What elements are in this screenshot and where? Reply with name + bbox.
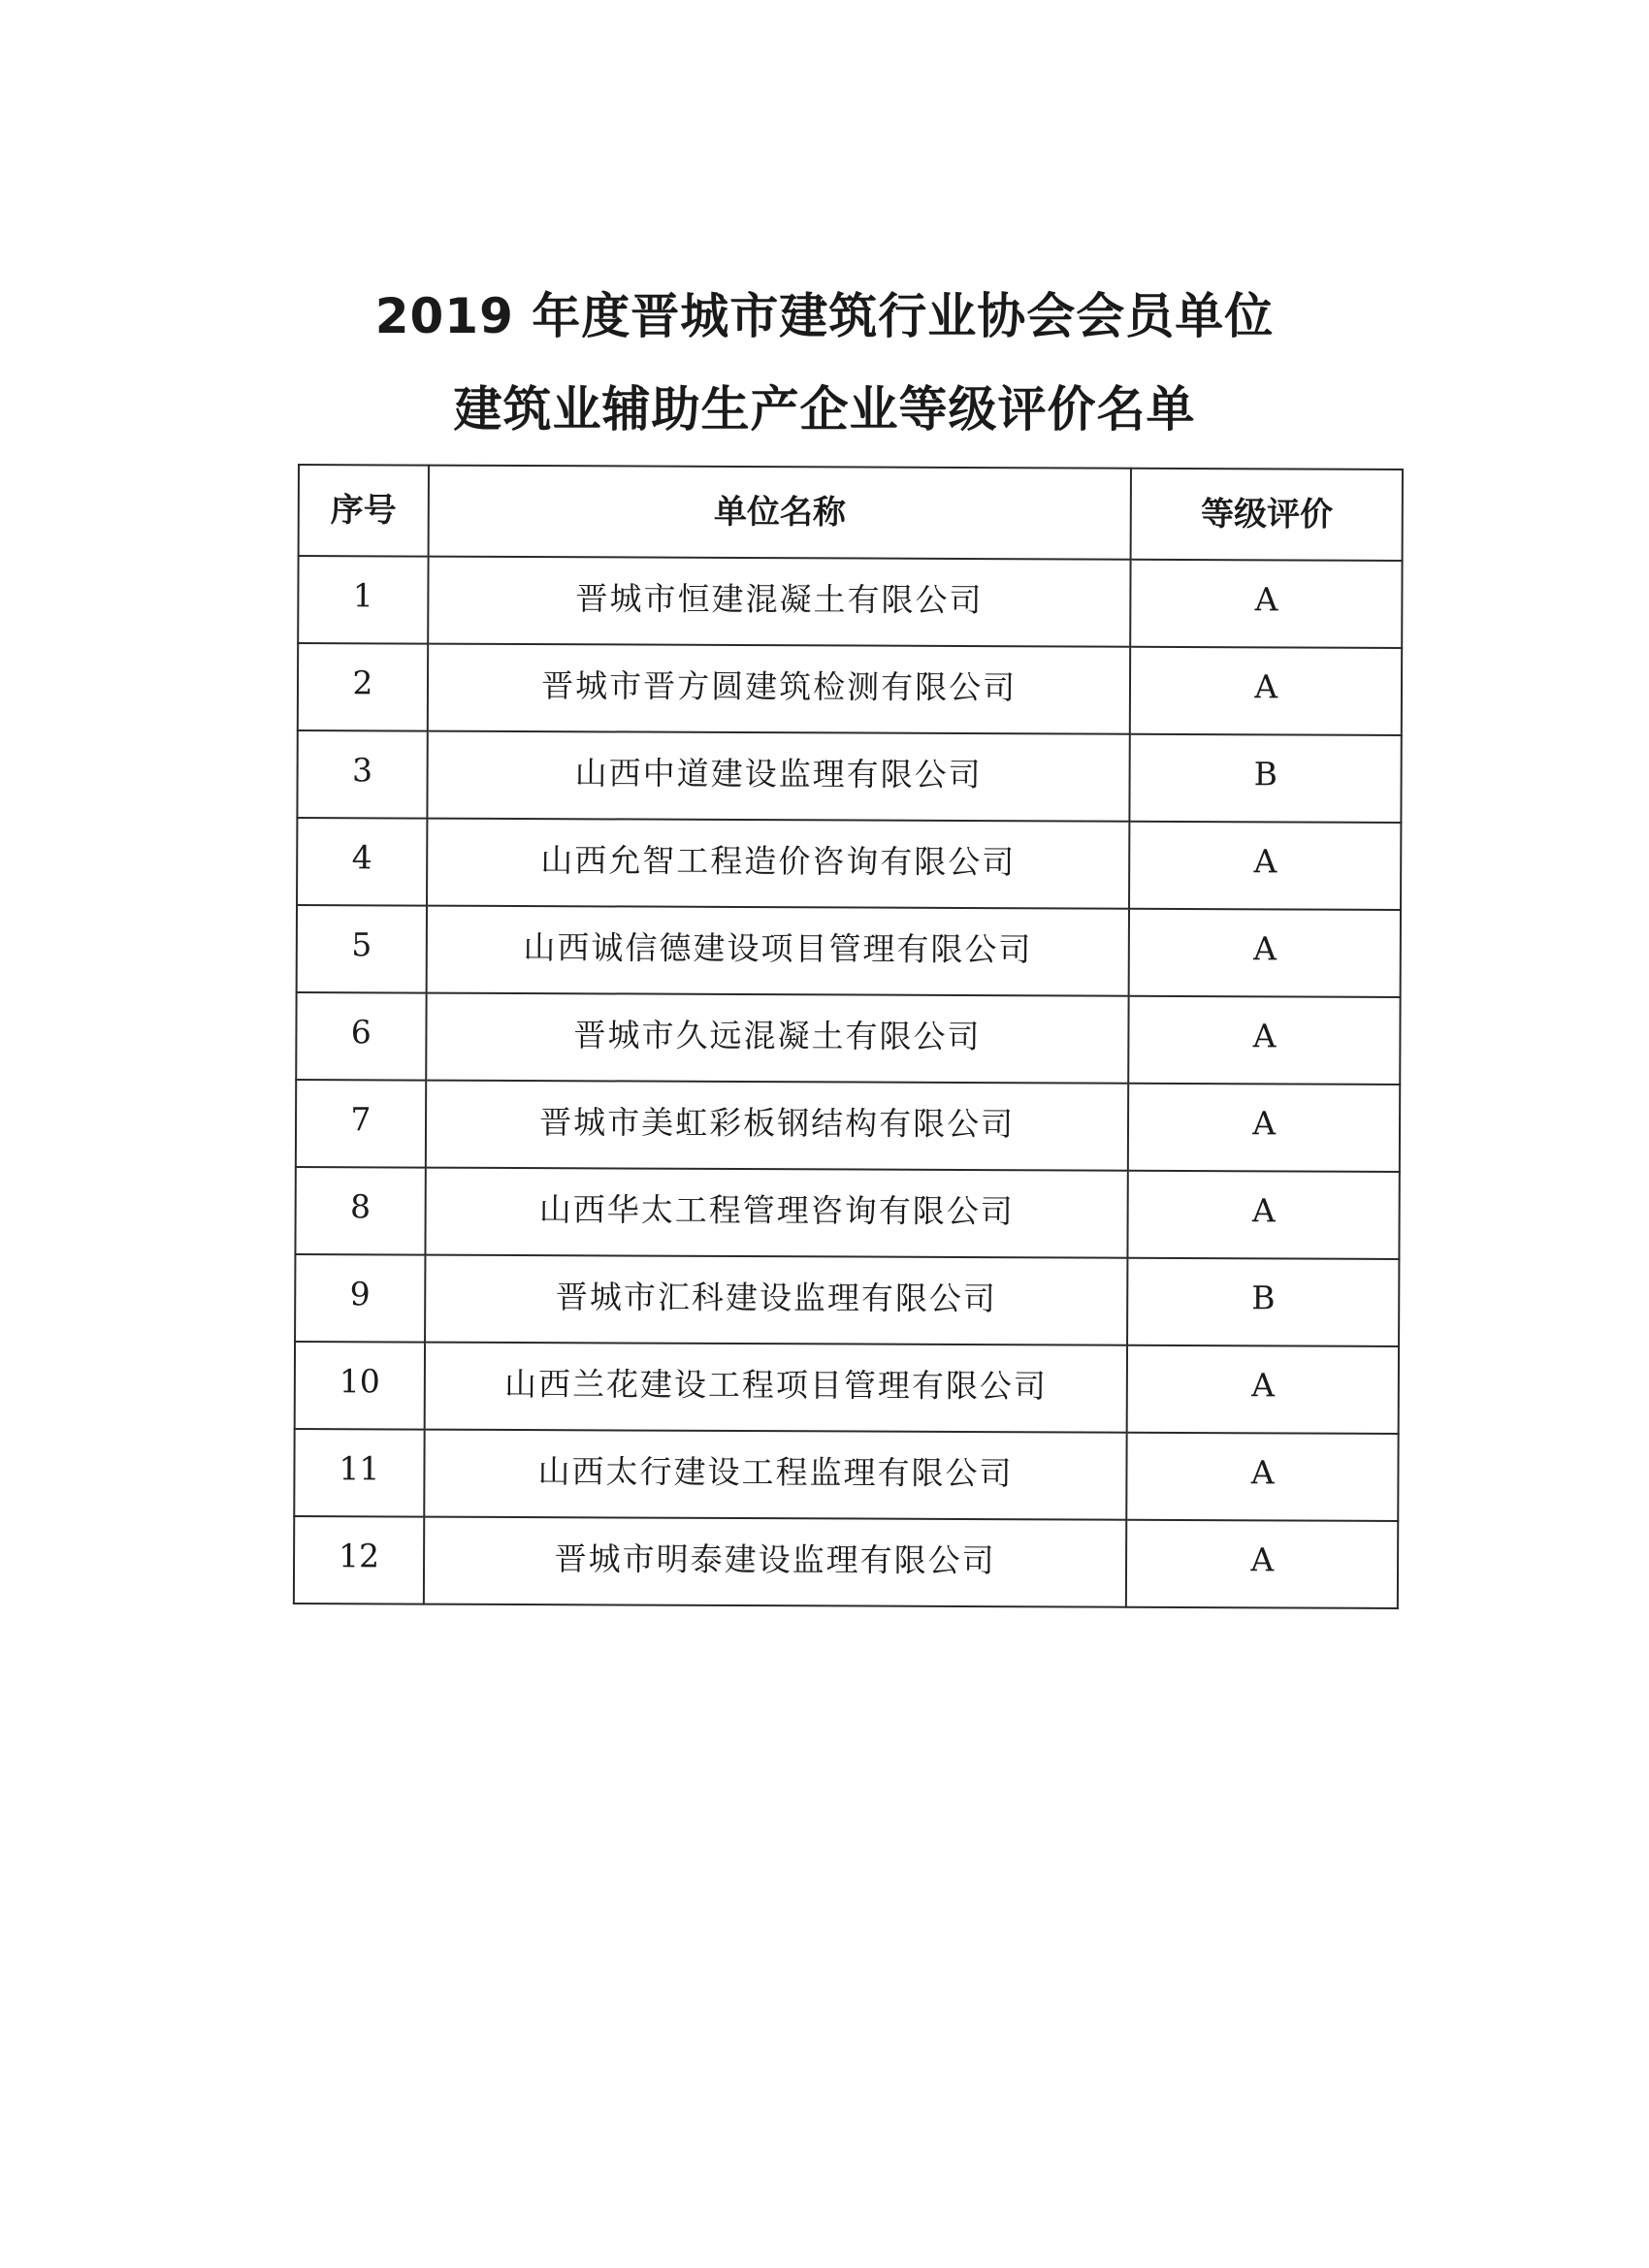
cell-company-name: 山西太行建设工程监理有限公司	[424, 1430, 1127, 1520]
table-row	[296, 992, 1400, 1085]
header-grade: 等级评价	[1131, 469, 1403, 561]
table-row	[298, 556, 1402, 648]
table-row	[297, 730, 1401, 823]
document-title-line-1: 2019 年度晋城市建筑行业协会会员单位	[374, 288, 1275, 344]
cell-grade: A	[1127, 1345, 1399, 1434]
grade-evaluation-table	[293, 464, 1404, 1609]
cell-grade: A	[1127, 1433, 1399, 1521]
header-serial-number: 序号	[299, 465, 429, 557]
cell-serial-number: 1	[298, 556, 428, 644]
table-row	[294, 1516, 1398, 1608]
cell-grade: B	[1127, 1258, 1399, 1346]
cell-company-name: 山西华太工程管理咨询有限公司	[425, 1168, 1128, 1258]
cell-serial-number: 11	[294, 1429, 424, 1517]
cell-serial-number: 7	[296, 1080, 426, 1168]
cell-serial-number: 6	[296, 992, 426, 1081]
cell-company-name: 山西中道建设监理有限公司	[427, 731, 1130, 822]
cell-grade: A	[1129, 909, 1401, 997]
table-row	[294, 1429, 1398, 1521]
table-row	[295, 1167, 1399, 1259]
table-row	[296, 1080, 1400, 1172]
table-header-row	[299, 465, 1403, 561]
cell-grade: A	[1128, 1171, 1400, 1259]
cell-grade: A	[1130, 647, 1402, 735]
cell-serial-number: 3	[297, 730, 427, 819]
cell-serial-number: 2	[298, 643, 428, 731]
table-row	[297, 905, 1401, 997]
cell-company-name: 晋城市久远混凝土有限公司	[426, 993, 1129, 1084]
cell-grade: A	[1126, 1520, 1398, 1608]
cell-company-name: 晋城市汇科建设监理有限公司	[425, 1255, 1128, 1345]
cell-serial-number: 12	[294, 1516, 424, 1604]
cell-company-name: 晋城市明泰建设监理有限公司	[424, 1517, 1127, 1607]
cell-serial-number: 5	[297, 905, 427, 993]
cell-company-name: 晋城市恒建混凝土有限公司	[428, 557, 1131, 647]
cell-company-name: 晋城市美虹彩板钢结构有限公司	[426, 1081, 1129, 1171]
cell-grade: A	[1129, 996, 1401, 1085]
table-row	[295, 1254, 1399, 1346]
table-body	[294, 556, 1403, 1608]
table-row	[297, 818, 1401, 910]
table-row	[298, 643, 1402, 735]
cell-company-name: 晋城市晋方圆建筑检测有限公司	[428, 644, 1131, 734]
cell-company-name: 山西允智工程造价咨询有限公司	[427, 819, 1130, 909]
cell-serial-number: 10	[295, 1342, 425, 1430]
cell-serial-number: 8	[295, 1167, 425, 1255]
cell-serial-number: 4	[297, 818, 427, 906]
cell-company-name: 山西诚信德建设项目管理有限公司	[426, 906, 1129, 996]
cell-company-name: 山西兰花建设工程项目管理有限公司	[424, 1343, 1127, 1433]
header-company-name: 单位名称	[428, 466, 1131, 560]
cell-grade: A	[1129, 822, 1401, 910]
cell-grade: B	[1130, 734, 1402, 823]
cell-serial-number: 9	[295, 1254, 425, 1343]
cell-grade: A	[1131, 560, 1403, 648]
table-row	[295, 1342, 1399, 1434]
cell-grade: A	[1128, 1084, 1400, 1172]
document-title-line-2: 建筑业辅助生产企业等级评价名单	[453, 381, 1196, 437]
